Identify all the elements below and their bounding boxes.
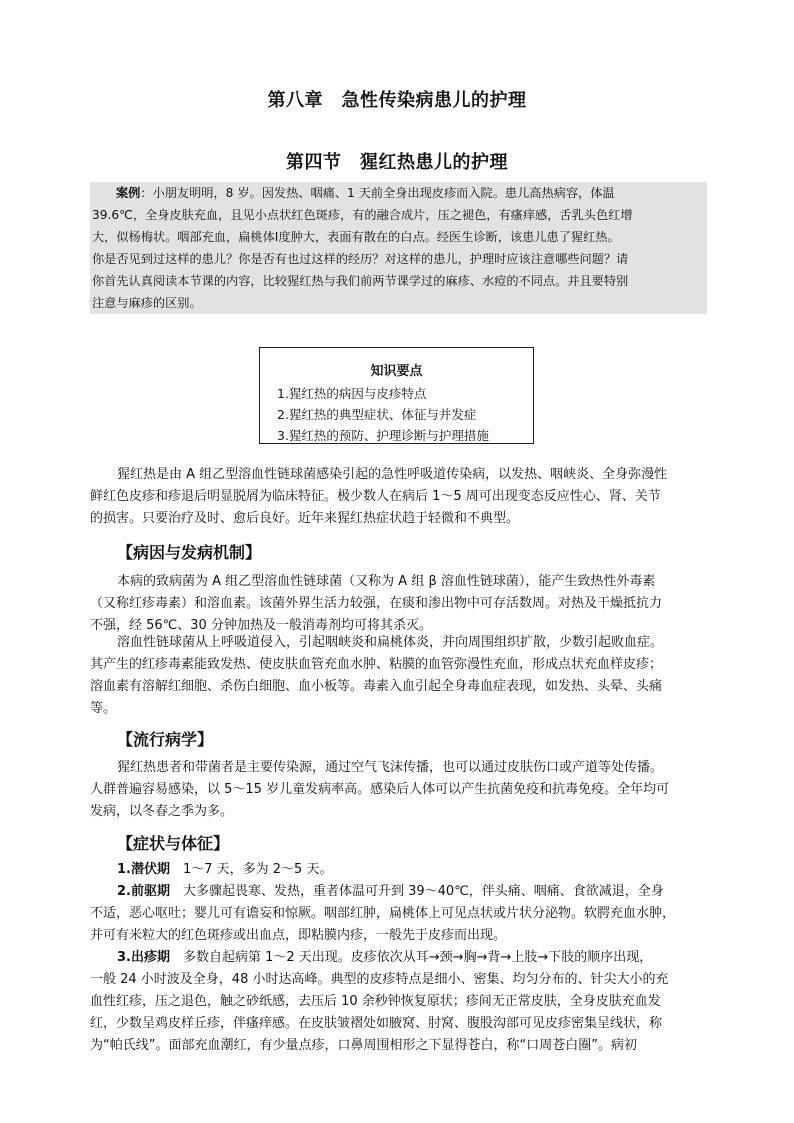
paragraph-line: 本病的致病菌为 A 组乙型溶血性链球菌（又称为 A 组 β 溶血性链球菌），能产生致热性外毒素: [117, 574, 656, 589]
paragraph-line: 的损害。只要治疗及时、愈后良好。近年来猩红热症状趋于轻微和不典型。: [90, 511, 520, 526]
symptoms-body: [90, 859, 704, 1057]
chapter-title: 第八章 急性传染病患儿的护理: [267, 90, 527, 111]
section-title: 第四节 猩红热患儿的护理: [286, 152, 508, 173]
case-line: 大，似杨梅状。咽部充血，扁桃体Ⅰ度肿大，表面有散在的白点。经医生诊断，该患儿患了猩红热。: [92, 230, 620, 244]
key-points-title: 知识要点: [370, 364, 423, 379]
case-line: 你是否见到过这样的患儿？你是否有也过这样的经历？对这样的患儿，护理时应该注意哪些问题？请: [92, 252, 629, 266]
etiology-paragraph-1: [90, 571, 704, 637]
paragraph-line: 鲜红色皮疹和疹退后明显脱屑为临床特征。极少数人在病后 1～5 周可出现变态反应性心、肾、关节: [90, 489, 661, 504]
key-point-item: 1.猩红热的病因与皮疹特点: [277, 386, 427, 401]
case-line: 你首先认真阅读本节课的内容，比较猩红热与我们前两节课学过的麻疹、水痘的不同点。并且要特别: [92, 274, 629, 288]
prodromal-term: 2.前驱期: [117, 884, 170, 899]
paragraph-line: 人群普遍容易感染，以 5～15 岁儿童发病率高。感染后人体可以产生抗菌免疫和抗毒免疫。全年均可: [90, 782, 670, 797]
paragraph-line: 溶血素有溶解红细胞、杀伤白细胞、血小板等。毒素入血引起全身毒血症表现，如发热、头晕、头痛: [90, 679, 663, 694]
paragraph-line: 不强，经 56℃、30 分钟加热及一般消毒剂均可将其杀灭。: [90, 618, 432, 633]
key-points-list: [260, 383, 533, 446]
epidemiology-paragraph: [90, 757, 704, 823]
paragraph-line: 猩红热患者和带菌者是主要传染源，通过空气飞沫传播，也可以通过皮肤伤口或产道等处传播。: [117, 760, 664, 775]
case-line: 39.6℃，全身皮肤充血，且见小点状红色斑疹，有的融合成片，压之褪色，有瘙痒感，舌乳头色红增: [92, 208, 633, 222]
incubation-term: 1.潜伏期: [117, 862, 170, 877]
key-point-item: 3.猩红热的预防、护理诊断与护理措施: [277, 428, 489, 443]
epidemiology-heading: 【流行病学】: [117, 730, 214, 749]
paragraph-line: 并可有米粒大的红色斑疹或出血点，即粘膜内疹，一般先于皮疹而出现。: [90, 928, 507, 943]
paragraph-line: 一般 24 小时波及全身，48 小时达高峰。典型的皮疹特点是细小、密集、均匀分布的、针尖大小的充: [90, 972, 669, 987]
paragraph-line: 猩红热是由 A 组乙型溶血性链球菌感染引起的急性呼吸道传染病，以发热、咽峡炎、全身弥漫性: [117, 467, 668, 482]
case-first-line: [92, 182, 705, 204]
paragraph-line: 不适，恶心呕吐；婴儿可有谵妄和惊厥。咽部红肿，扁桃体上可见点状或片状分泌物。软腭充血水肿，: [90, 906, 676, 921]
rash-text: 多数自起病第 1～2 天出现。皮疹依次从耳→颈→胸→背→上肢→下肢的顺序出现，: [169, 950, 653, 965]
incubation-text: 1～7 天，多为 2～5 天。: [169, 862, 333, 877]
paragraph-line: 红，少数呈鸡皮样丘疹，伴瘙痒感。在皮肤皱褶处如腋窝、肘窝、腹股沟部可见皮疹密集呈线状，称: [90, 1016, 663, 1031]
etiology-paragraph-2: [90, 632, 704, 720]
paragraph-line: （又称红疹毒素）和溶血素。该菌外界生活力较强，在痰和渗出物中可存活数周。对热及干燥抵抗力: [90, 596, 663, 611]
rash-line: [90, 947, 704, 969]
paragraph-line: 血性红疹，压之退色，触之砂纸感，去压后 10 余秒钟恢复原状；疹间无正常皮肤，全身皮肤充血发: [90, 994, 661, 1009]
intro-paragraph: [90, 464, 704, 530]
case-label: 案例: [116, 186, 141, 200]
case-study-box: [90, 182, 707, 314]
case-line: 注意与麻疹的区别。: [92, 296, 202, 310]
prodromal-text: 大多骤起畏寒、发热，重者体温可升到 39～40℃，伴头痛、咽痛、食欲减退，全身: [169, 884, 664, 899]
symptoms-heading: 【症状与体征】: [117, 834, 230, 853]
key-points-box: [259, 347, 534, 444]
paragraph-line: 其产生的红疹毒素能致发热、使皮肤血管充血水肿、粘膜的血管弥漫性充血，形成点状充血样皮疹；: [90, 657, 663, 672]
paragraph-line: 为“帕氏线”。面部充血潮红，有少量点疹，口鼻周围相形之下显得苍白，称“口周苍白圈”。病初: [90, 1038, 637, 1053]
paragraph-line: 等。: [90, 701, 117, 716]
key-point-item: 2.猩红热的典型症状、体征与并发症: [277, 407, 477, 422]
prodromal-line: [90, 881, 704, 903]
rash-term: 3.出疹期: [117, 950, 170, 965]
paragraph-line: 发病，以冬春之季为多。: [90, 804, 234, 819]
etiology-heading: 【病因与发病机制】: [117, 543, 262, 562]
paragraph-line: 溶血性链球菌从上呼吸道侵入，引起咽峡炎和扁桃体炎，并向周围组织扩散，少数引起败血症。: [117, 635, 664, 650]
incubation-line: [90, 859, 704, 881]
case-text: ：小朋友明明，8 岁。因发热、咽痛、1 天前全身出现皮疹而入院。患儿高热病容，体温: [140, 186, 615, 200]
